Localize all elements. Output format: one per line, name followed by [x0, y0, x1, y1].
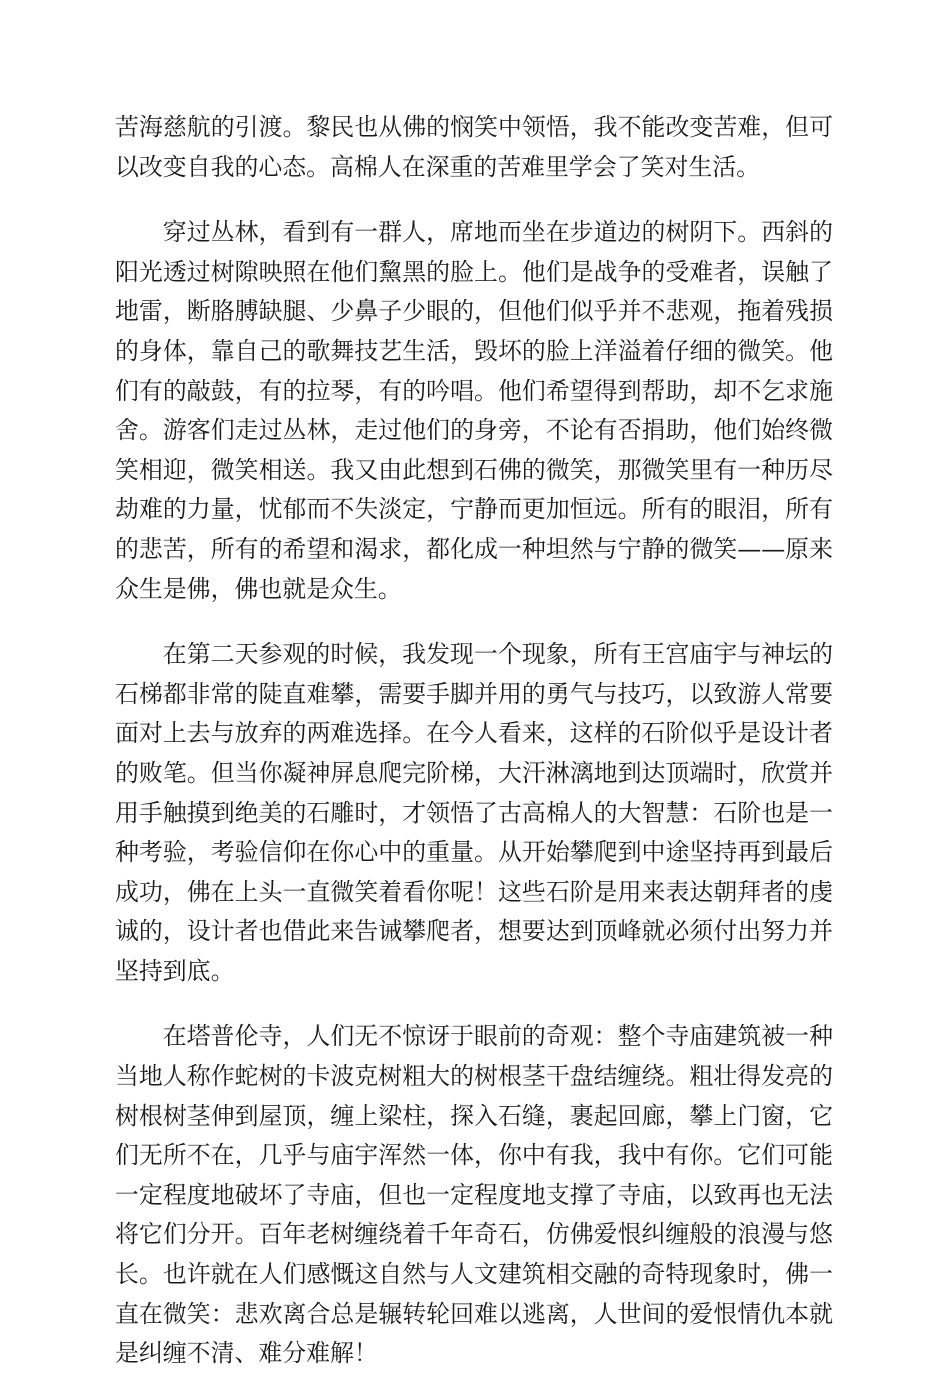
document-page	[115, 108, 833, 1374]
paragraph-continued: 苦海慈航的引渡。黎民也从佛的悯笑中领悟，我不能改变苦难，但可以改变自我的心态。高棉人在深重的苦难里学会了笑对生活。	[115, 113, 833, 181]
paragraph-stone-stairs: 在第二天参观的时候，我发现一个现象，所有王宫庙宇与神坛的石梯都非常的陡直难攀，需要手脚并用的勇气与技巧，以致游人常要面对上去与放弃的两难选择。在今人看来，这样的石阶似乎是设计者的败笔。但当你凝神屏息爬完阶梯，大汗淋漓地到达顶端时，欣赏并用手触摸到绝美的石雕时，才领悟了古高棉人的大智慧：石阶也是一种考验，考验信仰在你心中的重量。从开始攀爬到中途坚持再到最后成功，佛在上头一直微笑着看你呢！这些石阶是用来表达朝拜者的虔诚的，设计者也借此来告诫攀爬者，想要达到顶峰就必须付出努力并坚持到底。	[115, 640, 833, 985]
paragraph-ta-prohm: 在塔普伦寺，人们无不惊讶于眼前的奇观：整个寺庙建筑被一种当地人称作蛇树的卡波克树粗大的树根茎干盘结缠绕。粗壮得发亮的树根树茎伸到屋顶，缠上梁柱，探入石缝，裹起回廊，攀上门窗，它们无所不在，几乎与庙宇浑然一体，你中有我，我中有你。它们可能一定程度地破坏了寺庙，但也一定程度地支撑了寺庙，以致再也无法将它们分开。百年老树缠绕着千年奇石，仿佛爱恨纠缠般的浪漫与悠长。也许就在人们感慨这自然与人文建筑相交融的奇特现象时，佛一直在微笑：悲欢离合总是辗转轮回难以逃离，人世间的爱恨情仇本就是纠缠不清、难分难解！	[115, 1022, 833, 1368]
paragraph-crowd-under-trees: 穿过丛林，看到有一群人，席地而坐在步道边的树阴下。西斜的阳光透过树隙映照在他们黧黑的脸上。他们是战争的受难者，误触了地雷，断胳膊缺腿、少鼻子少眼的，但他们似乎并不悲观，拖着残损的身体，靠自己的歌舞技艺生活，毁坏的脸上洋溢着仔细的微笑。他们有的敲鼓，有的拉琴，有的吟唱。他们希望得到帮助，却不乞求施舍。游客们走过丛林，走过他们的身旁，不论有否捐助，他们始终微笑相迎，微笑相送。我又由此想到石佛的微笑，那微笑里有一种历尽劫难的力量，忧郁而不失淡定，宁静而更加恒远。所有的眼泪，所有的悲苦，所有的希望和渴求，都化成一种坦然与宁静的微笑——原来众生是佛，佛也就是众生。	[115, 218, 833, 603]
